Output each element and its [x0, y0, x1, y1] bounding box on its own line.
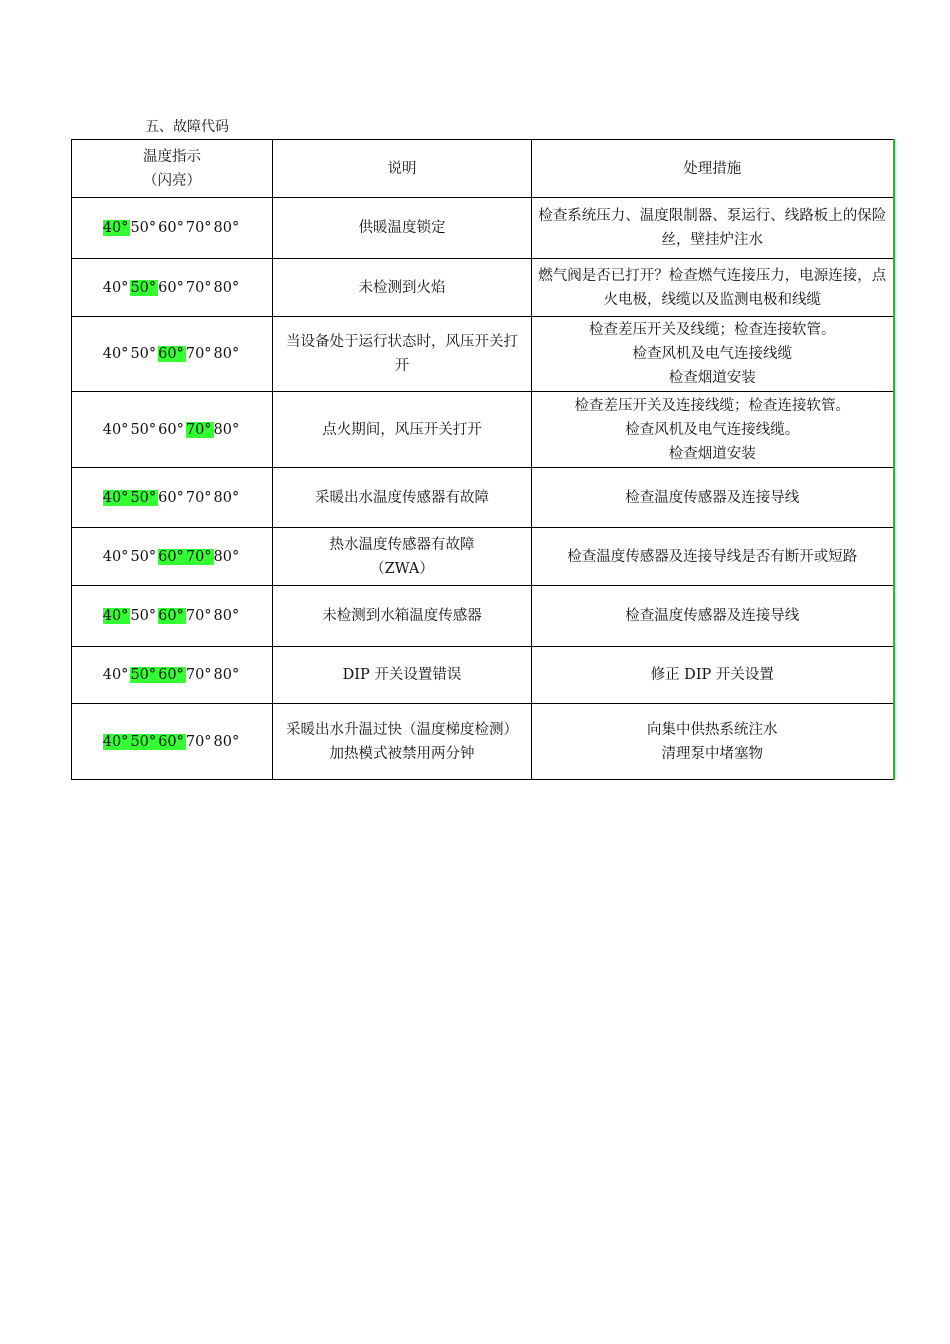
table-row [72, 528, 894, 586]
indicator-lit: 50° [130, 667, 157, 683]
indicator-off: 80° [213, 220, 240, 236]
indicator-off: 70° [185, 667, 212, 683]
indicator-lit: 60° [158, 733, 184, 750]
header-indicator: 温度指示 （闪亮） [72, 140, 273, 198]
indicator-lit: 50° [130, 489, 157, 506]
indicator-off: 80° [213, 279, 240, 296]
fault-description: 热水温度传感器有故障 （ZWA） [273, 528, 532, 586]
indicator-off: 60° [158, 421, 184, 438]
table-row [72, 392, 894, 468]
temperature-indicator [72, 528, 273, 586]
fault-action: 燃气阀是否已打开？检查燃气连接压力，电源连接，点火电极，线缆以及监测电极和线缆 [532, 259, 894, 317]
fault-description: DIP 开关设置错误 [273, 647, 532, 704]
fault-action: 检查系统压力、温度限制器、泵运行、线路板上的保险丝，壁挂炉注水 [532, 198, 894, 259]
indicator-lit: 50° [130, 279, 157, 296]
indicator-lit: 60° [158, 548, 184, 565]
indicator-off: 40° [102, 346, 129, 362]
indicator-off: 70° [185, 279, 212, 296]
fault-description: 供暖温度锁定 [273, 198, 532, 259]
fault-description: 未检测到水箱温度传感器 [273, 586, 532, 647]
temperature-indicator [72, 259, 273, 317]
indicator-off: 60° [158, 489, 184, 506]
indicator-off: 80° [213, 489, 240, 506]
indicator-lit: 40° [102, 733, 129, 750]
fault-action: 向集中供热系统注水 清理泵中堵塞物 [532, 704, 894, 780]
temperature-indicator [72, 468, 273, 528]
indicator-off: 50° [130, 421, 157, 438]
indicator-lit: 50° [130, 733, 157, 750]
table-row [72, 259, 894, 317]
indicator-off: 40° [102, 548, 129, 565]
indicator-off: 80° [213, 733, 240, 750]
fault-description: 采暖出水升温过快（温度梯度检测） 加热模式被禁用两分钟 [273, 704, 532, 780]
table-row [72, 317, 894, 392]
temperature-indicator [72, 198, 273, 259]
indicator-off: 70° [185, 220, 212, 236]
temperature-indicator [72, 392, 273, 468]
indicator-off: 80° [213, 346, 240, 362]
indicator-off: 80° [213, 548, 240, 565]
indicator-off: 40° [102, 667, 129, 683]
indicator-off: 70° [185, 608, 212, 624]
indicator-off: 70° [185, 346, 212, 362]
indicator-off: 50° [130, 346, 157, 362]
indicator-lit: 40° [102, 489, 129, 506]
table-row [72, 586, 894, 647]
fault-description: 采暖出水温度传感器有故障 [273, 468, 532, 528]
fault-description: 当设备处于运行状态时，风压开关打开 [273, 317, 532, 392]
temperature-indicator [72, 647, 273, 704]
indicator-off: 50° [130, 220, 157, 236]
table-row [72, 198, 894, 259]
indicator-off: 70° [185, 489, 212, 506]
indicator-off: 60° [158, 279, 184, 296]
indicator-lit: 40° [102, 608, 129, 624]
fault-action: 检查温度传感器及连接导线 [532, 586, 894, 647]
fault-action: 检查温度传感器及连接导线 [532, 468, 894, 528]
indicator-off: 70° [185, 733, 212, 750]
header-row [72, 140, 894, 198]
indicator-lit: 60° [158, 608, 184, 624]
indicator-lit: 60° [158, 346, 184, 362]
fault-action: 检查差压开关及线缆；检查连接软管。 检查风机及电气连接线缆 检查烟道安装 [532, 317, 894, 392]
section-title: 五、故障代码 [145, 119, 229, 135]
table-row [72, 468, 894, 528]
temperature-indicator [72, 586, 273, 647]
fault-action: 检查差压开关及连接线缆；检查连接软管。 检查风机及电气连接线缆。 检查烟道安装 [532, 392, 894, 468]
temperature-indicator [72, 317, 273, 392]
indicator-lit: 60° [158, 667, 184, 683]
indicator-lit: 70° [185, 548, 212, 565]
indicator-off: 50° [130, 608, 157, 624]
indicator-off: 40° [102, 421, 129, 438]
table-row [72, 704, 894, 780]
indicator-off: 60° [158, 220, 184, 236]
temperature-indicator [72, 704, 273, 780]
indicator-off: 80° [213, 667, 240, 683]
fault-action: 修正 DIP 开关设置 [532, 647, 894, 704]
indicator-off: 80° [213, 421, 240, 438]
table-body [72, 198, 894, 780]
fault-description: 未检测到火焰 [273, 259, 532, 317]
indicator-off: 50° [130, 548, 157, 565]
indicator-off: 80° [213, 608, 240, 624]
indicator-off: 40° [102, 279, 129, 296]
table-row [72, 647, 894, 704]
header-action: 处理措施 [532, 140, 894, 198]
fault-description: 点火期间，风压开关打开 [273, 392, 532, 468]
fault-action: 检查温度传感器及连接导线是否有断开或短路 [532, 528, 894, 586]
header-description: 说明 [273, 140, 532, 198]
indicator-lit: 70° [185, 421, 212, 438]
fault-code-table [71, 139, 895, 780]
indicator-lit: 40° [102, 220, 129, 236]
